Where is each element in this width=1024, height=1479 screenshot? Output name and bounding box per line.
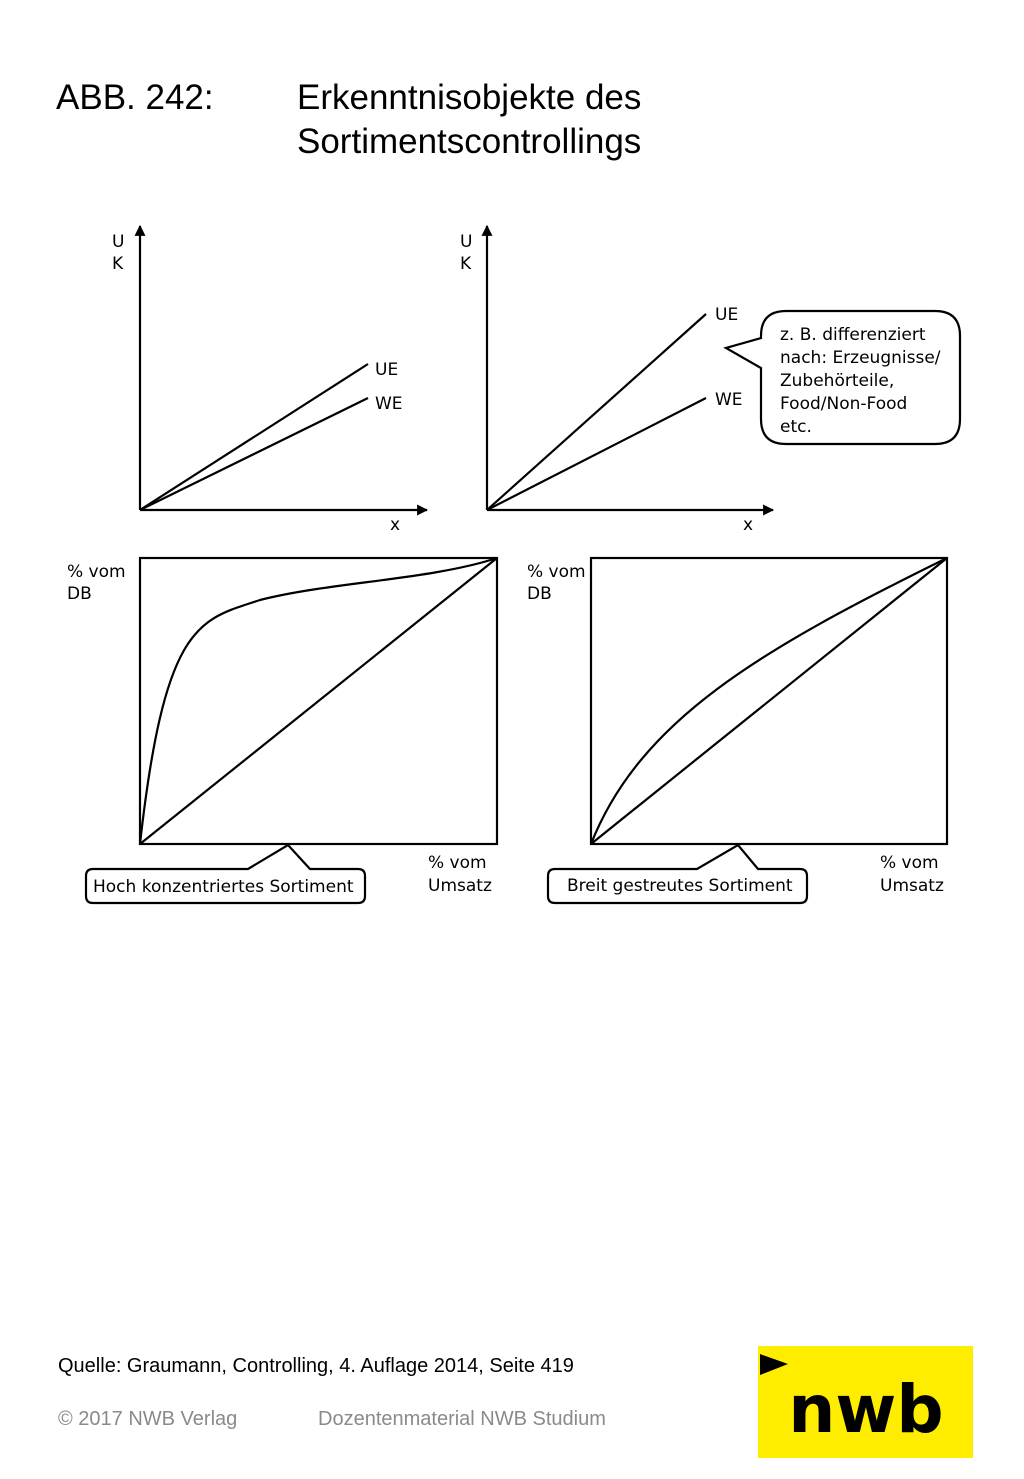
line-ue-label: UE: [715, 305, 739, 325]
x-axis-label-line-1: % vom: [880, 853, 939, 873]
y-axis-label-line-1: % vom: [67, 562, 126, 582]
line-we: [487, 398, 706, 510]
y-axis-label-u: U: [460, 232, 473, 252]
panel-bottom-left: [86, 558, 497, 903]
figure-number: ABB. 242:: [56, 78, 214, 117]
x-axis-label: x: [743, 515, 754, 535]
y-axis-label-u: U: [112, 232, 125, 252]
x-axis-label-line-2: Umsatz: [428, 876, 492, 896]
x-axis-label-line-2: Umsatz: [880, 876, 944, 896]
source-citation: Quelle: Graumann, Controlling, 4. Auflage 2014, Seite 419: [58, 1355, 574, 1377]
logo-text: nwb: [788, 1371, 944, 1448]
callout-text-line-2: nach: Erzeugnisse/: [780, 348, 941, 368]
line-ue: [140, 364, 368, 510]
nwb-logo: [758, 1346, 973, 1458]
panel-bottom-right: [548, 558, 947, 903]
callout-text-line-4: Food/Non-Food: [780, 394, 908, 414]
callout-label: Hoch konzentriertes Sortiment: [93, 877, 354, 897]
panel-top-right: [487, 226, 960, 510]
y-axis-label-k: K: [460, 254, 472, 274]
line-we: [140, 398, 368, 510]
figure-title-line-2: Sortimentscontrollings: [297, 122, 642, 161]
line-we-label: WE: [375, 394, 403, 414]
line-we-label: WE: [715, 390, 743, 410]
copyright-notice: © 2017 NWB Verlag: [58, 1408, 238, 1430]
figure-title-line-1: Erkenntnisobjekte des: [297, 78, 642, 117]
sortiment-diagram: [0, 200, 1024, 920]
x-axis-label-line-1: % vom: [428, 853, 487, 873]
callout-text-line-3: Zubehörteile,: [780, 371, 895, 391]
figure-title: [297, 76, 857, 164]
material-note: Dozentenmaterial NWB Studium: [318, 1408, 606, 1430]
line-ue-label: UE: [375, 360, 399, 380]
line-ue: [487, 314, 706, 510]
callout-label: Breit gestreutes Sortiment: [567, 876, 793, 896]
y-axis-label-line-2: DB: [67, 584, 92, 604]
callout-text-line-1: z. B. differenziert: [780, 325, 926, 345]
callout-text-line-5: etc.: [780, 417, 812, 437]
y-axis-label-k: K: [112, 254, 124, 274]
diagonal-line: [140, 558, 497, 844]
x-axis-label: x: [390, 515, 401, 535]
y-axis-label-line-1: % vom: [527, 562, 586, 582]
y-axis-label-line-2: DB: [527, 584, 552, 604]
diagonal-line: [591, 558, 947, 844]
